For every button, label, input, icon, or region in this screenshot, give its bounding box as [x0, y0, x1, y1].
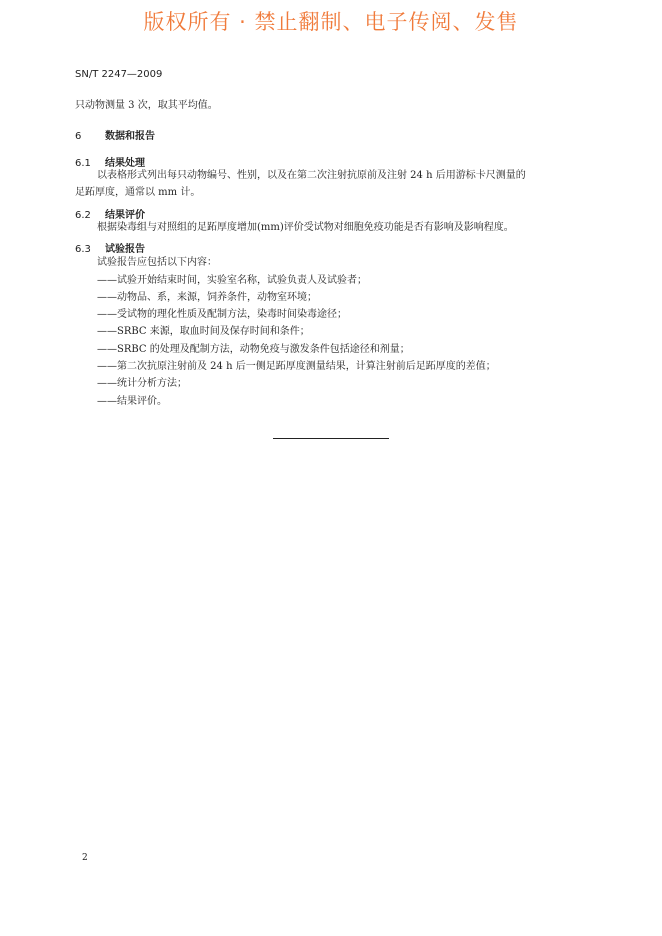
paragraph-line: 根据染毒组与对照组的足跖厚度增加(mm)评价受试物对细胞免疫功能是否有影响及影响程度。: [97, 222, 514, 233]
section-6-2-heading: [75, 206, 145, 221]
list-item: ——受试物的理化性质及配制方法，染毒时间染毒途径；: [97, 309, 347, 320]
end-rule: [273, 438, 389, 439]
list-item: ——试验开始结束时间，实验室名称，试验负责人及试验者；: [97, 275, 367, 286]
list-item: ——SRBC 的处理及配制方法，动物免疫与激发条件包括途径和剂量；: [97, 344, 410, 355]
paragraph-line: 试验报告应包括以下内容：: [97, 257, 217, 268]
section-title: 数据和报告: [105, 131, 155, 142]
page-number: 2: [82, 853, 88, 863]
paragraph-line: 足跖厚度，通常以 mm 计。: [75, 187, 201, 198]
section-6-3-heading: [75, 240, 145, 255]
section-number: 6: [75, 131, 82, 142]
section-6-1-heading: [75, 154, 145, 169]
copyright-watermark: 版权所有 · 禁止翻制、电子传阅、发售: [143, 10, 519, 34]
list-item: ——动物品、系，来源，饲养条件，动物室环境；: [97, 292, 317, 303]
document-id: SN/T 2247—2009: [75, 69, 163, 80]
intro-line: 只动物测量 3 次，取其平均值。: [75, 100, 218, 111]
section-number: 6.1: [75, 158, 91, 169]
section-title: 结果评价: [105, 210, 145, 221]
list-item: ——SRBC 来源，取血时间及保存时间和条件；: [97, 326, 310, 337]
list-item: ——结果评价。: [97, 396, 167, 407]
section-title: 结果处理: [105, 158, 145, 169]
section-number: 6.2: [75, 210, 91, 221]
list-item: ——第二次抗原注射前及 24 h 后一侧足跖厚度测量结果，计算注射前后足跖厚度的差值；: [97, 361, 496, 372]
paragraph-line: 以表格形式列出每只动物编号、性别，以及在第二次注射抗原前及注射 24 h 后用游标卡尺测量的: [97, 170, 526, 181]
section-number: 6.3: [75, 244, 91, 255]
section-title: 试验报告: [105, 244, 145, 255]
section-6-heading: [75, 127, 155, 142]
list-item: ——统计分析方法；: [97, 378, 187, 389]
